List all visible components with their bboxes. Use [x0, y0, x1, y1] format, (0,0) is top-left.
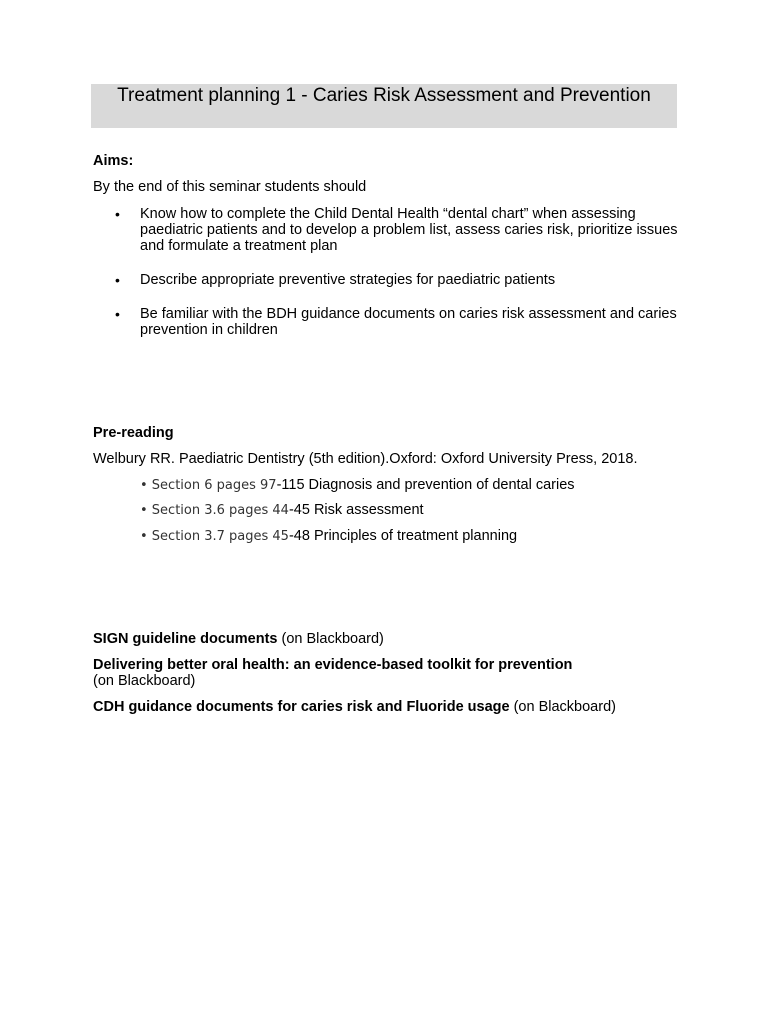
resource-sign	[93, 631, 384, 647]
prereading-reference: Welbury RR. Paediatric Dentistry (5th edition).Oxford: Oxford University Press, 2018.	[93, 451, 638, 467]
resource-location: (on Blackboard)	[93, 673, 196, 689]
resource-location: (on Blackboard)	[509, 699, 616, 715]
page-title-box	[91, 84, 677, 128]
section-prefix: • Section 6 pages 97	[140, 478, 277, 493]
aims-intro: By the end of this seminar students should	[93, 179, 367, 195]
aims-bullet-2: Describe appropriate preventive strategies for paediatric patients	[140, 272, 556, 288]
resource-title: CDH guidance documents for caries risk and Fluoride usage	[93, 699, 510, 715]
bullet-marker: •	[115, 206, 120, 222]
prereading-section-3	[140, 528, 517, 544]
bullet-marker: •	[115, 272, 120, 288]
prereading-heading: Pre-reading	[93, 425, 174, 441]
resource-dboh	[93, 657, 572, 689]
prereading-section-1	[140, 477, 575, 493]
resource-title: Delivering better oral health: an evidence-based toolkit for prevention	[93, 657, 573, 673]
aims-bullet-3: Be familiar with the BDH guidance documents on caries risk assessment and caries prevention in children	[140, 306, 677, 338]
section-prefix: • Section 3.7 pages 45	[140, 529, 289, 544]
section-suffix: -48 Principles of treatment planning	[288, 528, 518, 544]
resource-location: (on Blackboard)	[277, 631, 384, 647]
section-suffix: -45 Risk assessment	[288, 502, 424, 518]
resource-cdh	[93, 699, 616, 715]
bullet-marker: •	[115, 306, 120, 322]
aims-heading: Aims:	[93, 153, 134, 169]
page-title: Treatment planning 1 - Caries Risk Assessment and Prevention	[117, 85, 651, 106]
resource-title: SIGN guideline documents	[93, 631, 278, 647]
section-prefix: • Section 3.6 pages 44	[140, 503, 289, 518]
section-suffix: -115 Diagnosis and prevention of dental caries	[276, 477, 575, 493]
prereading-section-2	[140, 502, 424, 518]
aims-bullet-1: Know how to complete the Child Dental Health “dental chart” when assessing paediatric patients and to develop a problem list, assess caries risk, prioritize issues and formulate a treatment plan	[140, 206, 678, 254]
